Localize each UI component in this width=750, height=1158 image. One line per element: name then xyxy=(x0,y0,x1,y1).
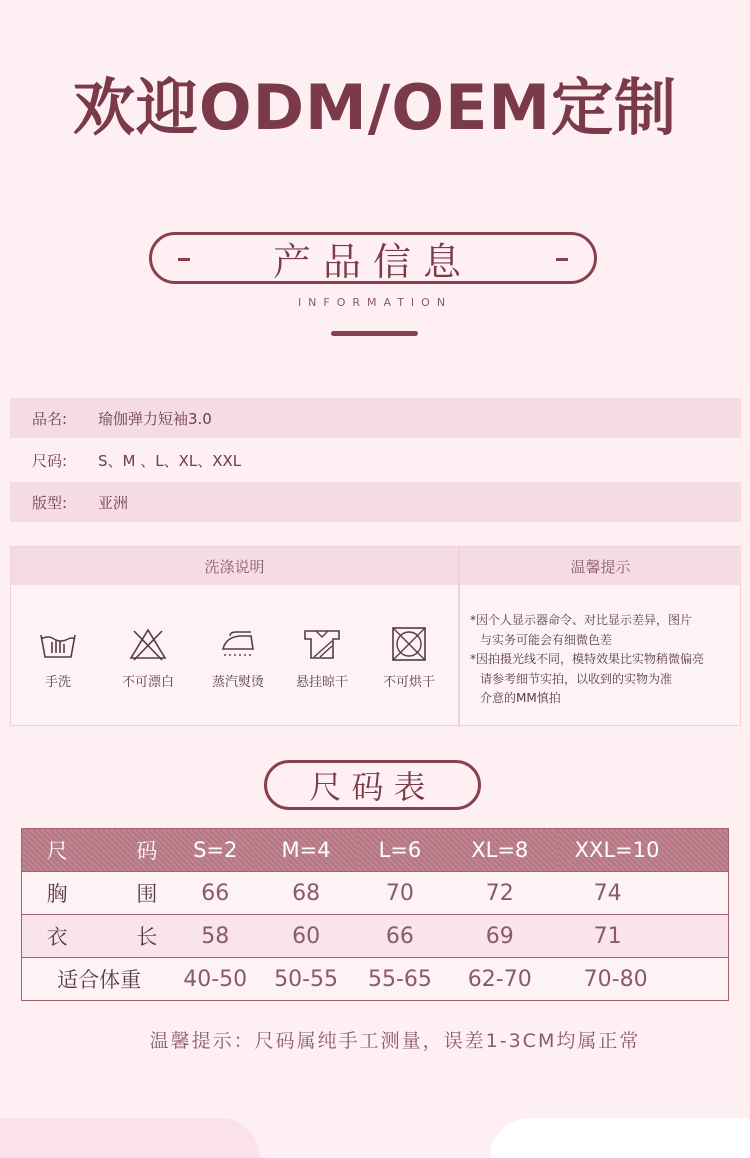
attr-key: 版型: xyxy=(32,493,68,512)
section-subtitle: INFORMATION xyxy=(297,296,453,309)
section-underline xyxy=(331,331,418,336)
table-cell: 50-55 xyxy=(254,958,358,1001)
care-item-no-tumble-dry xyxy=(369,627,449,690)
table-cell: 62-70 xyxy=(442,958,558,1001)
table-cell: 74 xyxy=(558,872,729,915)
pill-dash-left xyxy=(178,258,190,261)
care-info-panel xyxy=(10,546,741,726)
hang-dry-icon xyxy=(302,627,342,661)
care-label: 手洗 xyxy=(44,675,71,690)
care-item-steam-iron xyxy=(198,627,278,690)
tip-line: 请参考细节实拍，以收到的实物为准 xyxy=(480,671,673,686)
attr-row-size xyxy=(10,440,741,480)
table-cell: 69 xyxy=(442,915,558,958)
attr-row-name xyxy=(10,398,741,438)
table-row xyxy=(22,915,729,958)
table-cell: 58 xyxy=(176,915,254,958)
tips-text xyxy=(470,611,740,709)
size-chart-title: 尺码表 xyxy=(264,760,481,810)
table-row xyxy=(22,872,729,915)
table-cell: 55-65 xyxy=(358,958,442,1001)
table-cell: 72 xyxy=(442,872,558,915)
no-tumble-dry-icon xyxy=(389,627,429,661)
attr-key: 尺码: xyxy=(32,451,68,470)
table-cell: 66 xyxy=(358,915,442,958)
no-bleach-icon xyxy=(128,627,168,661)
size-table xyxy=(21,828,729,1001)
table-cell: 70 xyxy=(358,872,442,915)
care-label: 不可漂白 xyxy=(121,675,174,690)
header-label: 尺 xyxy=(22,829,93,872)
row-label: 胸 xyxy=(22,872,93,915)
tip-line: *因个人显示器命令、对比显示差异，图片 xyxy=(470,613,693,627)
attr-value: S、M 、L、XL、XXL xyxy=(98,451,242,470)
table-header-row xyxy=(22,829,729,872)
care-label: 不可烘干 xyxy=(382,675,435,690)
section-title: 产品信息 xyxy=(272,239,473,284)
care-item-hang-dry xyxy=(282,627,362,690)
row-label: 适合体重 xyxy=(22,958,177,1001)
attr-value: 瑜伽弹力短袖3.0 xyxy=(98,409,212,428)
table-cell: 40-50 xyxy=(176,958,254,1001)
table-cell: 71 xyxy=(558,915,729,958)
hand-wash-icon xyxy=(38,627,78,661)
header-size: XL=8 xyxy=(442,829,558,872)
steam-iron-icon xyxy=(218,627,258,661)
attr-row-fit xyxy=(10,482,741,522)
panel-divider xyxy=(458,547,460,727)
decor-corner-left xyxy=(0,1118,260,1158)
tip-line: 与实务可能会有细微色差 xyxy=(480,632,613,647)
table-cell: 68 xyxy=(254,872,358,915)
attr-value: 亚洲 xyxy=(98,493,129,512)
decor-corner-right xyxy=(490,1118,750,1158)
header-size: XXL=10 xyxy=(558,829,729,872)
row-label: 衣 xyxy=(22,915,93,958)
care-item-hand-wash xyxy=(18,627,98,690)
attr-key: 品名: xyxy=(32,409,68,428)
header-label: 码 xyxy=(92,829,176,872)
header-size: S=2 xyxy=(176,829,254,872)
row-label: 长 xyxy=(92,915,176,958)
care-heading: 洗涤说明 xyxy=(11,547,458,585)
table-cell: 66 xyxy=(176,872,254,915)
tips-heading: 温馨提示 xyxy=(460,547,741,585)
tip-line: *因拍摄光线不同，模特效果比实物稍微偏亮 xyxy=(470,652,705,666)
header-size: M=4 xyxy=(254,829,358,872)
pill-dash-right xyxy=(556,258,568,261)
care-item-no-bleach xyxy=(108,627,188,690)
table-row xyxy=(22,958,729,1001)
section-title-pill xyxy=(149,232,597,284)
care-label: 蒸汽熨烫 xyxy=(211,675,264,690)
row-label: 围 xyxy=(92,872,176,915)
page-title: 欢迎ODM/OEM定制 xyxy=(72,71,678,144)
table-cell: 60 xyxy=(254,915,358,958)
header-size: L=6 xyxy=(358,829,442,872)
table-cell: 70-80 xyxy=(558,958,729,1001)
care-label: 悬挂晾干 xyxy=(295,675,348,690)
footnote: 温馨提示：尺码属纯手工测量，误差1-3CM均属正常 xyxy=(149,1030,641,1052)
tip-line: 介意的MM慎拍 xyxy=(480,691,561,705)
